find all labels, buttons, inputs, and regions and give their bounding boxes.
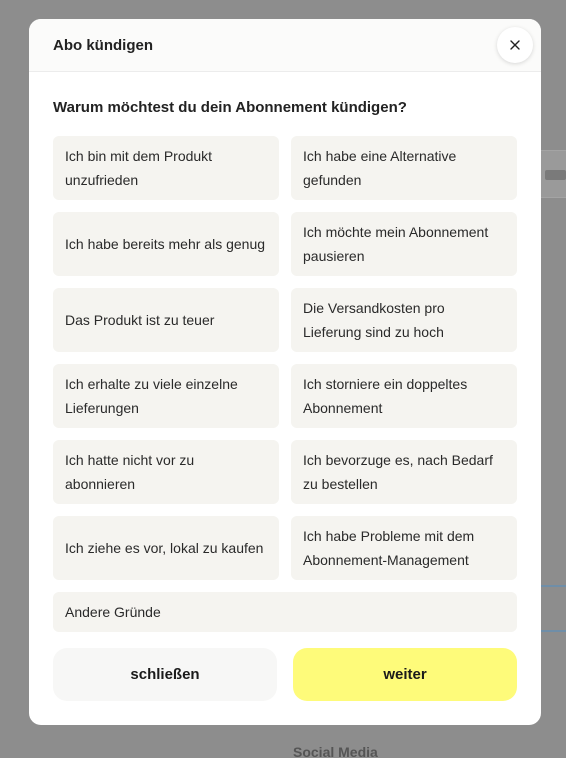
reason-option[interactable]: Ich habe bereits mehr als genug — [53, 212, 279, 276]
reason-option[interactable]: Ich ziehe es vor, lokal zu kaufen — [53, 516, 279, 580]
reason-option[interactable]: Ich habe eine Alternative gefunden — [291, 136, 517, 200]
background-fragment — [545, 170, 566, 180]
background-link-line — [541, 585, 566, 587]
cancel-subscription-modal — [29, 19, 541, 725]
reason-option[interactable]: Ich hatte nicht vor zu abonnieren — [53, 440, 279, 504]
next-button[interactable]: weiter — [293, 648, 517, 701]
background-section-title: Social Media — [293, 744, 378, 758]
reason-option[interactable]: Ich möchte mein Abonnement pausieren — [291, 212, 517, 276]
reason-option[interactable]: Die Versandkosten pro Lieferung sind zu hoch — [291, 288, 517, 352]
modal-header — [29, 19, 541, 72]
close-modal-button[interactable]: schließen — [53, 648, 277, 701]
modal-title: Abo kündigen — [53, 36, 153, 54]
reason-option-other[interactable]: Andere Gründe — [53, 592, 517, 632]
reason-option[interactable]: Ich bevorzuge es, nach Bedarf zu bestellen — [291, 440, 517, 504]
reason-option[interactable]: Das Produkt ist zu teuer — [53, 288, 279, 352]
reason-option[interactable]: Ich erhalte zu viele einzelne Lieferungen — [53, 364, 279, 428]
reason-option[interactable]: Ich bin mit dem Produkt unzufrieden — [53, 136, 279, 200]
close-icon — [510, 40, 520, 50]
reason-option[interactable]: Ich storniere ein doppeltes Abonnement — [291, 364, 517, 428]
close-button[interactable] — [497, 27, 533, 63]
background-link-line — [541, 630, 566, 632]
question-heading: Warum möchtest du dein Abonnement kündigen? — [53, 99, 407, 116]
reason-option[interactable]: Ich habe Probleme mit dem Abonnement-Management — [291, 516, 517, 580]
